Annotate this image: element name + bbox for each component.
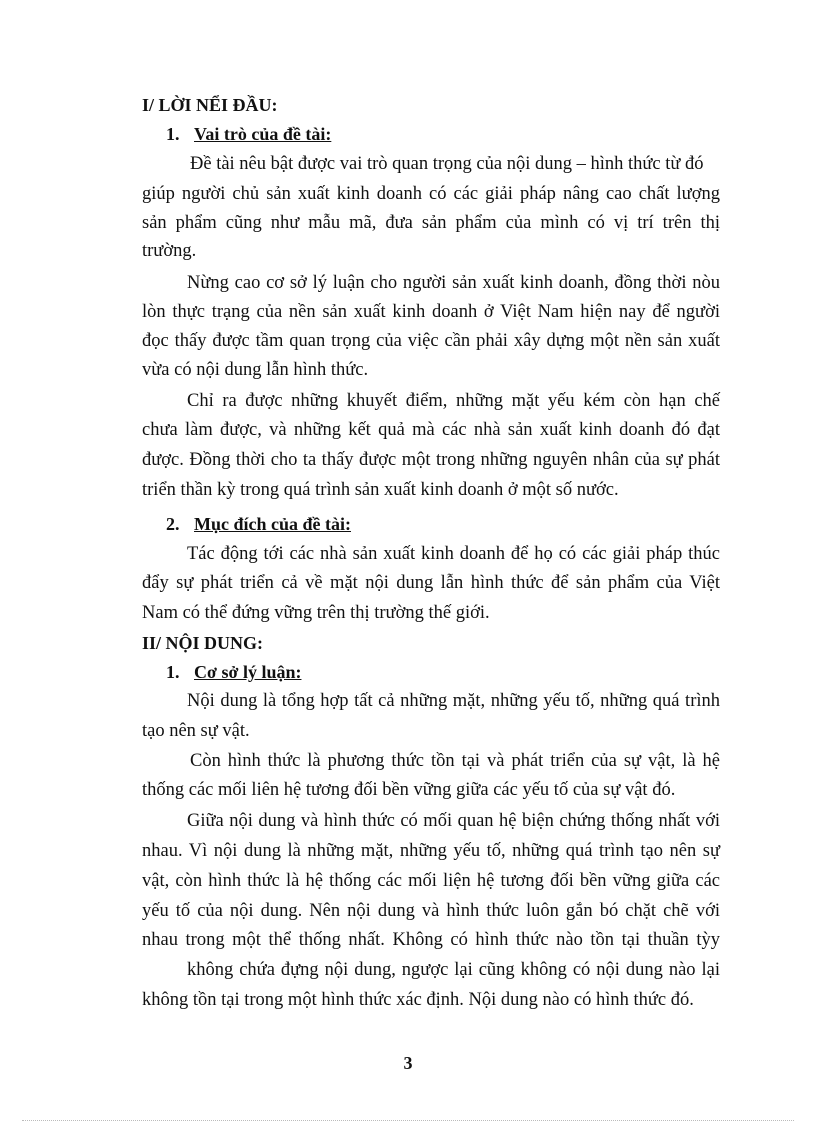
paragraph-line: nhau trong một thể thống nhất. Không có hình thức nào tồn tại thuần tỳy [142, 930, 720, 950]
paragraph-line: giúp người chủ sản xuất kinh doanh có các giải pháp nâng cao chất lượng [142, 184, 720, 204]
paragraph-line: vừa có nội dung lẫn hình thức. [142, 360, 369, 380]
paragraph-line: được. Đồng thời cho ta thấy được một trong những nguyên nhân của sự phát [142, 450, 720, 470]
paragraph-line: trường. [142, 241, 197, 261]
paragraph-line: đẩy sự phát triển cả về mặt nội dung lẫn hình thức để sản phẩm của Việt [142, 573, 720, 593]
paragraph-line: Còn hình thức là phương thức tồn tại và phát triển của sự vật, là hệ [190, 751, 720, 771]
paragraph-line: Chỉ ra được những khuyết điểm, những mặt yếu kém còn hạn chế [187, 391, 720, 411]
paragraph-line: không tồn tại trong một hình thức xác định. Nội dung nào có hình thức đó. [142, 990, 694, 1010]
paragraph-line: tạo nên sự vật. [142, 721, 250, 741]
section-heading-content: II/ NỘI DUNG: [142, 633, 264, 653]
paragraph-line: Đề tài nêu bật được vai trò quan trọng của nội dung – hình thức từ đó [190, 154, 704, 174]
paragraph-line: Nam có thể đứng vững trên thị trường thế giới. [142, 603, 490, 623]
subsection-title: Vai trò của đề tài: [194, 124, 332, 144]
paragraph-line: đọc thấy được tầm quan trọng của việc cần phải xây dựng một nền sản xuất [142, 331, 720, 351]
paragraph-line: vật, còn hình thức là hệ thống các mối liện hệ tương đối bền vững giữa các [142, 871, 720, 891]
page-bottom-rule [22, 1120, 794, 1121]
subsection-heading-purpose [166, 514, 351, 535]
subsection-heading-role [166, 124, 331, 145]
subsection-number: 1. [166, 124, 180, 144]
subsection-number: 1. [166, 662, 180, 682]
subsection-title: Cơ sở lý luận: [194, 662, 302, 682]
paragraph-line: Giữa nội dung và hình thức có mối quan hệ biện chứng thống nhất với [187, 811, 720, 831]
subsection-heading-theory [166, 662, 301, 683]
page-number: 3 [403, 1053, 413, 1073]
subsection-number: 2. [166, 514, 180, 534]
paragraph-line: không chứa đựng nội dung, ngược lại cũng không có nội dung nào lại [187, 960, 720, 980]
section-heading-intro: I/ LỜI NỂI ĐẦU: [142, 95, 278, 115]
paragraph-line: thống các mối liên hệ tương đối bền vững giữa các yếu tố của sự vật đó. [142, 780, 676, 800]
paragraph-line: nhau. Vì nội dung là những mặt, những yếu tố, những quá trình tạo nên sự [142, 841, 720, 861]
paragraph-line: sản phẩm cũng như mẫu mã, đưa sản phẩm của mình có vị trí trên thị [142, 213, 720, 233]
paragraph-line: triển thần kỳ trong quá trình sản xuất kinh doanh ở một số nước. [142, 480, 619, 500]
paragraph-line: Tác động tới các nhà sản xuất kinh doanh để họ có các giải pháp thúc [187, 544, 720, 564]
paragraph-line: yếu tố của nội dung. Nên nội dung và hình thức luôn gắn bó chặt chẽ với [142, 901, 720, 921]
subsection-title: Mục đích của đề tài: [194, 514, 351, 534]
paragraph-line: lòn thực trạng của nền sản xuất kinh doanh ở Việt Nam hiện nay để người [142, 302, 720, 322]
paragraph-line: Nừng cao cơ sở lý luận cho người sản xuất kinh doanh, đồng thời nòu [187, 273, 720, 293]
paragraph-line: Nội dung là tổng hợp tất cả những mặt, những yếu tố, những quá trình [187, 691, 720, 711]
paragraph-line: chưa làm được, và những kết quả mà các nhà sản xuất kinh doanh đó đạt [142, 420, 720, 440]
